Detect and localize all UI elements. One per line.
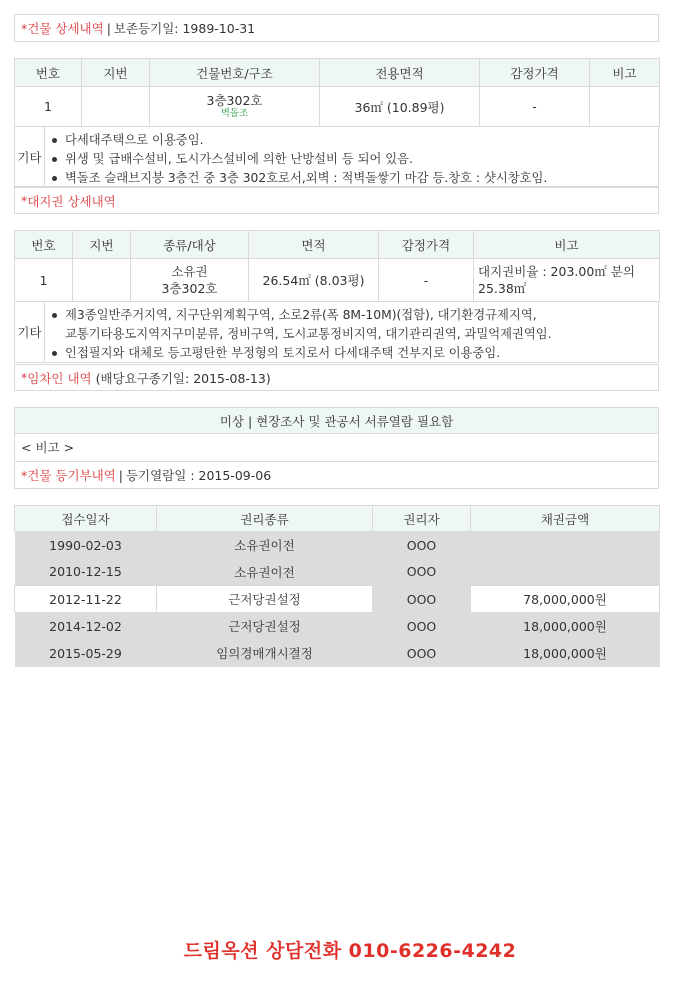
row-type: 임의경매개시결정 [157,640,373,667]
row-type: 소유권이전 [157,532,373,559]
row-type: 근저당권설정 [157,613,373,640]
required-star: * [21,193,28,208]
etc-label: 기타 [15,302,45,362]
col-header-unit: 건물번호/구조 [150,59,320,87]
col-header-date: 접수일자 [15,506,157,532]
list-item: 벽돌조 슬래브지붕 3층건 중 3층 302호로서,외벽 : 적벽돌쌓기 마감 등.창호 : 샷시창호임. [49,169,547,188]
row-holder: OOO [373,586,471,613]
row-no: 1 [15,259,73,302]
row-price: - [379,259,474,302]
row-no: 1 [15,87,82,127]
list-item: 제3종일반주거지역, 지구단위계획구역, 소로2류(폭 8M-10M)(접함), 대기환경규제지역, [49,306,552,325]
tenant-title: 임차인 내역 [27,370,92,386]
row-area: 36㎡ (10.89평) [320,87,480,127]
preservation-date-label: 보존등기일: 1989-10-31 [113,21,256,36]
registry-title: 건물 등기부내역 [27,468,116,483]
row-date: 2015-05-29 [15,640,157,667]
land-etc [14,301,659,363]
land-detail-title: 대지권 상세내역 [27,193,116,209]
row-unit: 3층302호 [206,93,263,108]
separator: | [118,467,123,483]
col-header-note: 비고 [474,231,660,259]
col-header-area: 면적 [249,231,379,259]
row-lot [73,259,131,302]
row-type: 근저당권설정 [157,586,373,613]
row-type: 소유권 [171,264,208,279]
row-amount [471,559,660,586]
table-row [15,586,660,613]
row-area: 26.54㎡ (8.03평) [249,259,379,302]
row-note [590,87,660,127]
tenant-status-text: 미상 | 현장조사 및 관공서 서류열람 필요함 [219,413,454,429]
row-date: 2010-12-15 [15,559,157,586]
list-item: 위생 및 급배수설비, 도시가스설비에 의한 난방설비 등 되어 있음. [49,150,547,169]
row-type: 소유권이전 [157,559,373,586]
row-holder: OOO [373,559,471,586]
row-unit-cell [150,87,320,127]
tenant-note-text: < 비고 > [21,440,75,455]
row-holder: OOO [373,640,471,667]
col-header-note: 비고 [590,59,660,87]
row-date: 1990-02-03 [15,532,157,559]
col-header-lot: 지번 [82,59,150,87]
building-etc [14,126,659,187]
required-star: * [21,467,28,483]
row-holder: OOO [373,532,471,559]
row-amount: 78,000,000원 [471,586,660,613]
building-detail-header [14,14,659,42]
row-note-line2: 25.38㎡ [478,281,527,296]
registry-header [14,461,659,489]
col-header-area: 전용면적 [320,59,480,87]
land-table [14,230,659,302]
table-row [15,259,660,302]
row-price: - [480,87,590,127]
tenant-status [14,407,659,434]
row-note-cell [474,259,660,302]
registry-date-label: 등기열람일 : 2015-09-06 [125,468,272,483]
land-detail-header [14,187,659,214]
table-row [15,87,660,127]
row-structure: 벽돌조 [220,108,249,119]
col-header-price: 감정가격 [480,59,590,87]
col-header-no: 번호 [15,59,82,87]
list-item: 다세대주택으로 이용중임. [49,131,547,150]
table-row [15,532,660,559]
row-date: 2012-11-22 [15,586,157,613]
list-item: 인접필지와 대체로 등고평탄한 부정형의 토지로서 다세대주택 건부지로 이용중임. [49,344,552,363]
list-item: 교통기타용도지역지구미분류, 정비구역, 도시교통정비지역, 대기관리권역, 과밀억제권역임. [65,327,552,341]
col-header-amount: 채권금액 [471,506,660,532]
row-note-line1: 대지권비율 : 203.00㎡ 분의 [478,264,635,279]
row-type-cell [131,259,249,302]
col-header-lot: 지번 [73,231,131,259]
building-detail-title: 건물 상세내역 [27,21,104,36]
col-header-price: 감정가격 [379,231,474,259]
required-star: * [21,370,28,385]
row-amount [471,532,660,559]
etc-label: 기타 [15,127,45,186]
contact-footer: 드림옥션 상담전화 010-6226-4242 [183,940,517,962]
col-header-no: 번호 [15,231,73,259]
row-holder: OOO [373,613,471,640]
row-date: 2014-12-02 [15,613,157,640]
tenant-header [14,364,659,391]
building-table [14,58,659,127]
row-target: 3층302호 [161,281,218,296]
col-header-holder: 권리자 [373,506,471,532]
row-amount: 18,000,000원 [471,613,660,640]
dividend-deadline-label: (배당요구종기일: 2015-08-13) [95,370,271,386]
row-amount: 18,000,000원 [471,640,660,667]
col-header-right-type: 권리종류 [157,506,373,532]
required-star: * [21,20,28,36]
col-header-type: 종류/대상 [131,231,249,259]
table-row [15,613,660,640]
table-row [15,559,660,586]
registry-table [14,505,659,667]
table-row [15,640,660,667]
tenant-note [14,433,659,462]
row-lot [82,87,150,127]
separator: | [106,20,111,36]
